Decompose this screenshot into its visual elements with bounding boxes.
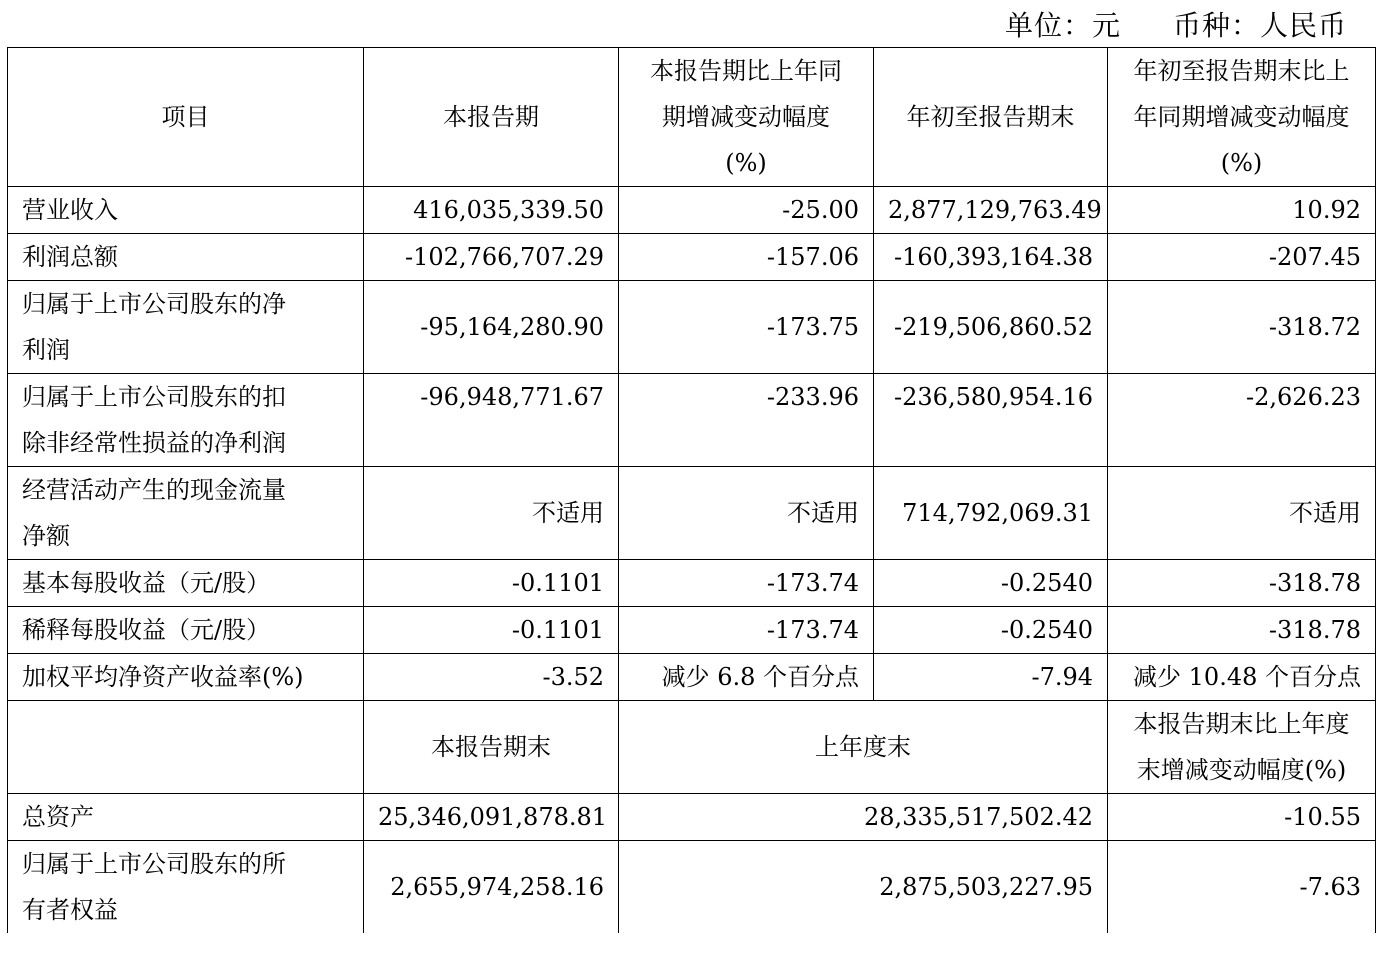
row-label: 归属于上市公司股东的所 有者权益 (8, 841, 364, 934)
table-row (8, 841, 1376, 934)
cell-change: -7.63 (1108, 841, 1376, 934)
row-label: 加权平均净资产收益率(%) (8, 654, 364, 701)
cell-ytd-change: -2,626.23 (1108, 374, 1376, 467)
unit-label: 单位：元 (1004, 9, 1121, 42)
cell-period-end: 25,346,091,878.81 (364, 794, 619, 841)
cell-current: -3.52 (364, 654, 619, 701)
cell-current-change: 减少 6.8 个百分点 (619, 654, 874, 701)
cell-ytd: -0.2540 (874, 560, 1108, 607)
row-label: 总资产 (8, 794, 364, 841)
cell-ytd: -7.94 (874, 654, 1108, 701)
cell-ytd-change: 10.92 (1108, 187, 1376, 234)
cell-ytd: -0.2540 (874, 607, 1108, 654)
header-ytd: 年初至报告期末 (874, 48, 1108, 187)
currency-label: 币种：人民币 (1172, 9, 1347, 42)
header-current-change: 本报告期比上年同 期增减变动幅度 (%) (619, 48, 874, 187)
row-label: 归属于上市公司股东的扣 除非经常性损益的净利润 (8, 374, 364, 467)
cell-period-end: 2,655,974,258.16 (364, 841, 619, 934)
header2-last-year-end: 上年度末 (619, 701, 1108, 794)
row-label: 经营活动产生的现金流量 净额 (8, 467, 364, 560)
cell-ytd-change: -318.78 (1108, 560, 1376, 607)
cell-ytd-change: -318.78 (1108, 607, 1376, 654)
table-row (8, 467, 1376, 560)
row-label: 归属于上市公司股东的净 利润 (8, 281, 364, 374)
cell-ytd-change: 减少 10.48 个百分点 (1108, 654, 1376, 701)
cell-current: -102,766,707.29 (364, 234, 619, 281)
cell-current: -96,948,771.67 (364, 374, 619, 467)
header2-change: 本报告期末比上年度 末增减变动幅度(%) (1108, 701, 1376, 794)
header-item: 项目 (8, 48, 364, 187)
cell-current-change: -25.00 (619, 187, 874, 234)
cell-current-change: -173.75 (619, 281, 874, 374)
row-label: 稀释每股收益（元/股） (8, 607, 364, 654)
row-label: 利润总额 (8, 234, 364, 281)
table-row (8, 607, 1376, 654)
cell-current: -0.1101 (364, 560, 619, 607)
cell-current: -0.1101 (364, 607, 619, 654)
row-label: 营业收入 (8, 187, 364, 234)
header-ytd-change: 年初至报告期末比上 年同期增减变动幅度 (%) (1108, 48, 1376, 187)
header-current-period: 本报告期 (364, 48, 619, 187)
cell-ytd: -160,393,164.38 (874, 234, 1108, 281)
cell-ytd: 2,877,129,763.49 (874, 187, 1108, 234)
financial-data-table (7, 47, 1376, 933)
cell-current: 不适用 (364, 467, 619, 560)
table-row (8, 654, 1376, 701)
table-header-row (8, 48, 1376, 187)
table-row (8, 794, 1376, 841)
cell-change: -10.55 (1108, 794, 1376, 841)
cell-current: -95,164,280.90 (364, 281, 619, 374)
header2-item (8, 701, 364, 794)
cell-current-change: -233.96 (619, 374, 874, 467)
table-row (8, 187, 1376, 234)
header2-period-end: 本报告期末 (364, 701, 619, 794)
cell-ytd: 714,792,069.31 (874, 467, 1108, 560)
cell-current-change: -173.74 (619, 560, 874, 607)
unit-currency-line (1005, 4, 1347, 44)
cell-current: 416,035,339.50 (364, 187, 619, 234)
table-row (8, 234, 1376, 281)
row-label: 基本每股收益（元/股） (8, 560, 364, 607)
cell-ytd-change: 不适用 (1108, 467, 1376, 560)
cell-ytd-change: -318.72 (1108, 281, 1376, 374)
table-header-row-2 (8, 701, 1376, 794)
cell-last-year-end: 2,875,503,227.95 (619, 841, 1108, 934)
cell-current-change: 不适用 (619, 467, 874, 560)
cell-ytd: -236,580,954.16 (874, 374, 1108, 467)
cell-current-change: -173.74 (619, 607, 874, 654)
cell-ytd-change: -207.45 (1108, 234, 1376, 281)
table-row (8, 560, 1376, 607)
table-row (8, 374, 1376, 467)
table-row (8, 281, 1376, 374)
cell-last-year-end: 28,335,517,502.42 (619, 794, 1108, 841)
cell-current-change: -157.06 (619, 234, 874, 281)
cell-ytd: -219,506,860.52 (874, 281, 1108, 374)
